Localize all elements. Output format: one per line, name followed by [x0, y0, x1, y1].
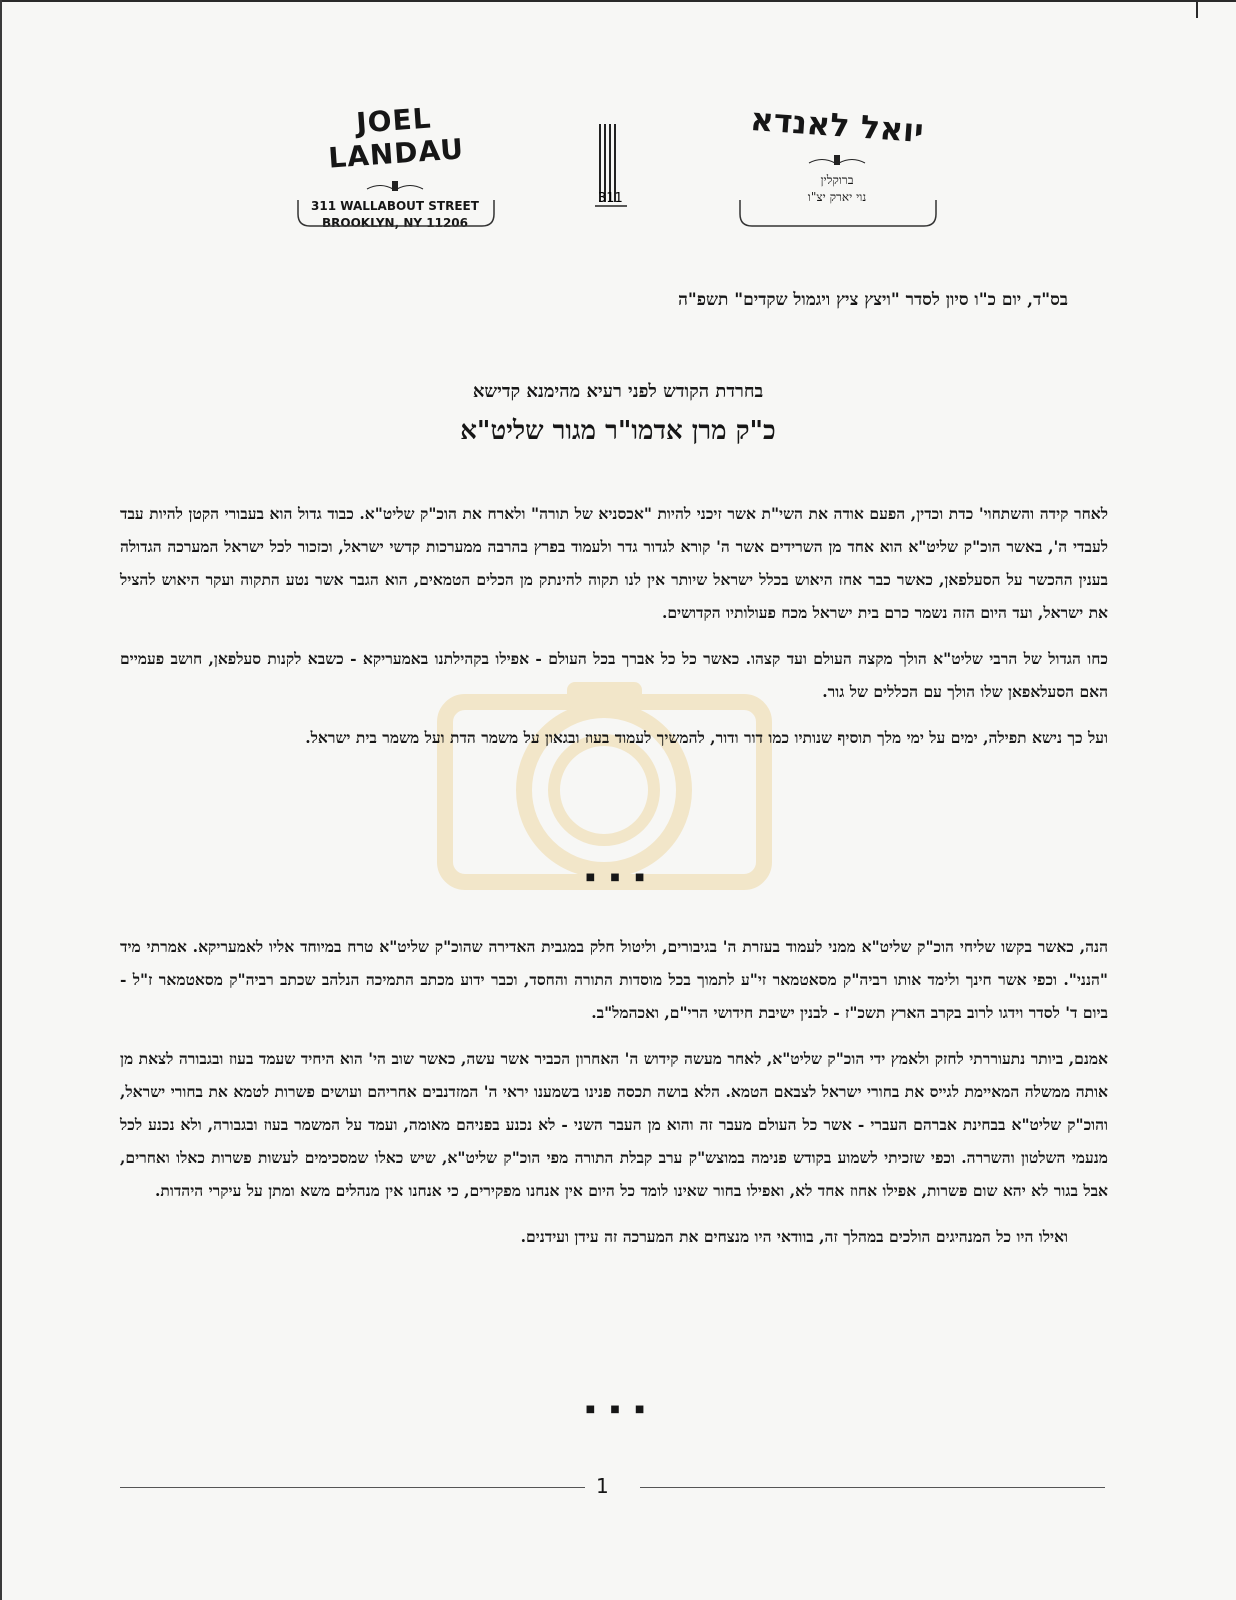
ornament-icon — [365, 180, 425, 194]
letterhead-english-name: JOEL LANDAU — [327, 101, 465, 175]
addressee-title: כ"ק מרן אדמו"ר מגור שליט"א — [460, 416, 776, 446]
section-separator: ■ ■ ■ — [585, 872, 651, 883]
paragraph: כחו הגדול של הרבי שליט"א הולך מקצה העולם ועד קצהו. כאשר כל כל אברך בכל העולם - אפילו בקהילתנו באמעריקא - כשבא לקנות סעלפאן, חושב פעמיים האם הסעלאפאן שלו הולך עם הכללים של גור. — [120, 649, 1108, 701]
scan-edge-top — [0, 0, 1236, 2]
logo-311-icon — [591, 122, 631, 212]
footer-rule-left — [120, 1487, 585, 1488]
ornament-icon — [807, 154, 867, 168]
letterhead-english-bracket — [296, 200, 496, 230]
paragraph: אמנם, ביותר נתעוררתי לחזק ולאמץ ידי הוכ"ק שליט"א, לאחר מעשה קידוש ה' האחרון הכביר אשר עשה, כאשר שוב הי' הוא היחיד שעמד בעוז ובגבורה לצאת מן אותה ממשלה המאיימת לגייס את בחורי ישראל לצבאם הטמא. הלא בושה תכסה פנינו בשמענו יראי ה' המזדנבים אחריהם ועושים פשרות לטמא את בחורי ישראל, והוכ"ק שליט"א בבחינת אברהם העברי - אשר כל העולם מעבר זה והוא מן העבר השני - לא נכנע בפניהם מאומה, ועמד על המשמר בעוז ובגבורה, ולא נכנע לכל מנעמי השלטון והשררה. וכפי שזכיתי לשמוע בקודש פנימה במוצש"ק ערב קבלת התורה מפי הוכ"ק שליט"א, שיש כאלו שמסכימים לעשות פשרות כאלו ואחרים, אבל בגור לא יהא שום פשרות, אפילו אחוז אחד לא, ואפילו בחור שאינו לומד כל היום אין אנחנו מפקירים, כי אנחנו אין מנהלים משא ומתן על עיקרי היהדות. — [120, 1049, 1108, 1200]
letterhead-hebrew-bracket — [738, 200, 938, 230]
page-number: 1 — [596, 1474, 609, 1498]
scan-edge-left — [0, 0, 2, 1600]
letter-body-section-2 — [120, 930, 1108, 1266]
paragraph: לאחר קידה והשתחוי' כדת וכדין, הפעם אודה את השי"ת אשר זיכני להיות "אכסניא של תורה" ולארח את הוכ"ק שליט"א. כבוד גדול הוא בעבורי הקטן להיות עבד לעבדי ה', באשר הוכ"ק שליט"א הוא אחד מן השרידים אשר ה' קורא לגדור גדר ולעמוד בפרץ בהרבה ממערכות קדשי ישראל, וכזכור לכל ישראל המערכה הגדולה בענין ההכשר על הסעלפאן, כאשר כבר אחז היאוש בכלל ישראל שיותר אין לנו תקוה להינתק מן הכלים הטמאים, הוא הגבר אשר נטע התקוה ועקר היאוש להציל את ישראל, ועד היום הזה נשמר כרם בית ישראל מכח פעולותיו הקדושים. — [120, 504, 1108, 622]
salutation-line: בחרדת הקודש לפני רעיא מהימנא קדישא — [472, 381, 764, 402]
letterhead-english-street: 311 WALLABOUT STREET — [311, 199, 479, 213]
paragraph: הנה, כאשר בקשו שליחי הוכ"ק שליט"א ממני לעמוד בעזרת ה' בגיבורים, וליטול חלק במגבית האדירה שהוכ"ק שליט"א טרח במיוחד אליו לאמעריקא. אמרתי מיד "הנני". וכפי אשר חינך ולימד אותו רביה"ק מסאטמאר זי"ע לתמוך בכל מוסדות התורה והחסד, וכבר ידוע מכתב התמיכה הנלהב שכתב רביה"ק מסאטמאר ז"ל - ביום ד' לסדר וידגו לרוב בקרב הארץ תשכ"ז - לבנין ישיבת חידושי הרי"ם, ואכהמל"ב. — [120, 937, 1108, 1022]
paragraph: ואילו היו כל המנהיגים הולכים במהלך זה, בוודאי היו מנצחים את המערכה זה עידן ועידנים. — [520, 1227, 1068, 1246]
letter-body-section-1 — [120, 497, 1108, 767]
date-line: בס"ד, יום כ"ו סיון לסדר "ויצץ ציץ ויגמול שקדים" תשפ"ה — [678, 290, 1068, 310]
paragraph: ועל כך נישא תפילה, ימים על ימי מלך תוסיף שנותיו כמו דור ודור, להמשיך לעמוד בעוז ובגאון על משמר הדת ועל משמר בית ישראל. — [305, 728, 1108, 747]
footer-rule-right — [640, 1487, 1105, 1488]
letterhead-hebrew — [742, 99, 932, 206]
logo-number: 311 — [598, 191, 623, 206]
scan-edge-right — [1196, 0, 1198, 18]
letterhead-hebrew-name: יואל לאנדא — [749, 99, 925, 151]
letterhead-english-city: BROOKLYN, NY 11206 — [322, 216, 468, 230]
letterhead-hebrew-city: ברוקלין — [820, 173, 854, 187]
letterhead-hebrew-state: נוי יארק יצ"ו — [807, 190, 867, 204]
section-separator: ■ ■ ■ — [585, 1404, 651, 1415]
